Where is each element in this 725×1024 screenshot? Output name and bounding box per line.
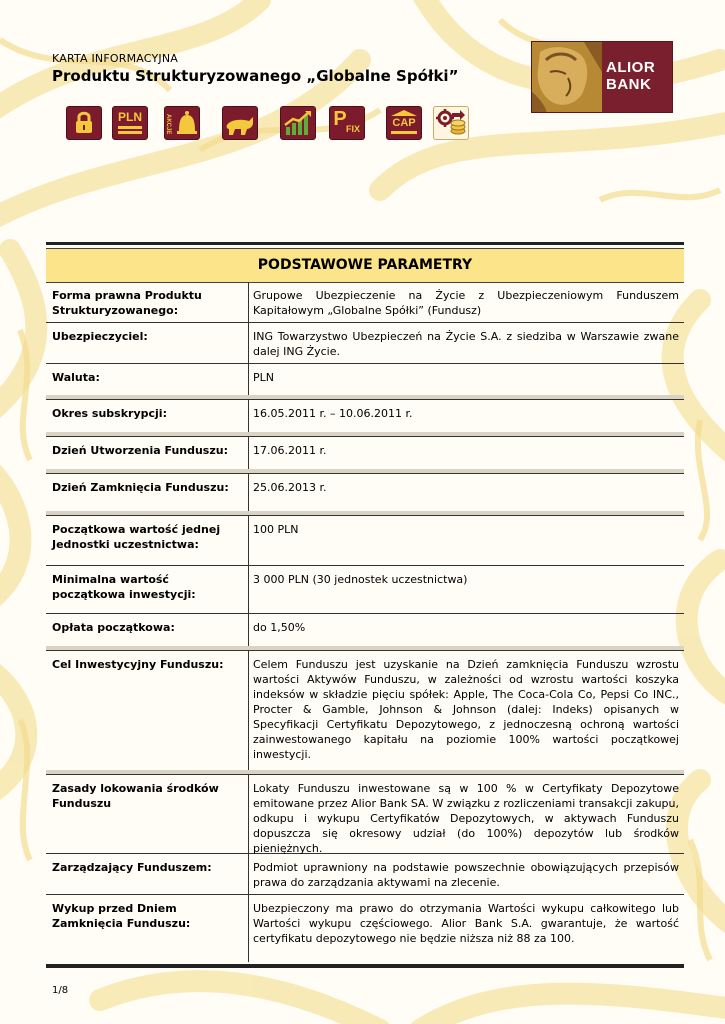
table-row xyxy=(46,516,684,566)
alior-bank-logo xyxy=(531,41,673,113)
row-label: Opłata początkowa: xyxy=(52,621,175,634)
gear-coins-icon xyxy=(433,106,469,140)
row-label: Zarządzający Funduszem: xyxy=(52,861,212,874)
row-label: Cel Inwestycyjny Funduszu: xyxy=(52,658,224,671)
row-value: Ubezpieczony ma prawo do otrzymania Wartości wykupu całkowitego lub Wartości wykupu częściowego. Alior Bank S.A. gwarantuje, że wartość certyfikatu depozytowego nie będzie niższa niż 88 za 100. xyxy=(253,902,679,945)
row-value: Grupowe Ubezpieczenie na Życie z Ubezpieczeniowym Funduszem Kapitałowym „Globalne Spółki” (Fundusz) xyxy=(253,289,679,317)
row-shade xyxy=(46,770,684,774)
table-row xyxy=(46,364,684,400)
column-divider xyxy=(248,614,249,650)
bull-icon xyxy=(222,106,258,140)
column-divider xyxy=(248,516,249,565)
table-row xyxy=(46,323,684,364)
column-divider xyxy=(248,651,249,774)
table-row xyxy=(46,651,684,775)
table-title: PODSTAWOWE PARAMETRY xyxy=(257,257,473,273)
row-value: do 1,50% xyxy=(253,621,306,634)
column-divider xyxy=(248,364,249,399)
row-shade xyxy=(46,646,684,650)
logo-line-2: BANK xyxy=(606,76,652,93)
logo-text xyxy=(606,59,655,93)
table-row xyxy=(46,474,684,516)
row-label: Forma prawna Produktu Strukturyzowanego: xyxy=(52,289,202,317)
logo-face-icon xyxy=(532,42,602,112)
row-shade xyxy=(46,395,684,399)
row-label: Początkowa wartość jednej Jednostki uczestnictwa: xyxy=(52,523,221,551)
row-value: Lokaty Funduszu inwestowane są w 100 % w Certyfikaty Depozytowe emitowane przez Alior Bank SA. W związku z rozliczeniami transakcji zakupu, odkupu i wykupu Certyfikatów Depozytowych, w aktywach Funduszu dopuszcza się okresowy udział (do 100%) depozytów lub środków pieniężnych. xyxy=(253,782,679,855)
document-type-label: KARTA INFORMACYJNA xyxy=(52,52,179,65)
row-shade xyxy=(46,432,684,436)
row-label: Minimalna wartość początkowa inwestycji: xyxy=(52,573,196,601)
row-label: Wykup przed Dniem Zamknięcia Funduszu: xyxy=(52,902,191,930)
column-divider xyxy=(248,566,249,613)
cap-icon: CAP xyxy=(386,106,422,140)
row-value: 100 PLN xyxy=(253,523,299,536)
column-divider xyxy=(248,775,249,853)
growth-chart-icon xyxy=(280,106,316,140)
table-row xyxy=(46,895,684,962)
row-value: 3 000 PLN (30 jednostek uczestnictwa) xyxy=(253,573,468,586)
table-header xyxy=(46,248,684,283)
pln-icon: PLN xyxy=(112,106,148,140)
column-divider xyxy=(248,474,249,515)
logo-line-1: ALIOR xyxy=(606,59,656,76)
column-divider xyxy=(248,282,249,322)
row-value: Celem Funduszu jest uzyskanie na Dzień zamknięcia Funduszu wzrostu wartości Aktywów Funduszu, w zależności od wzrostu wartości koszyka indeksów w składzie pięciu spółek: Apple, The Coca-Cola Co, Pepsi Co INC., Procter & Gamble, Johnson & Johnson (dalej: Indeks) opisanych w Specyfikacji Certyfikatu Depozytowego, z jednoczesną ochroną wartości zainwestowanego kapitału na poziomie 100% wartości początkowej inwestycji. xyxy=(253,658,679,761)
column-divider xyxy=(248,895,249,962)
table-row xyxy=(46,282,684,323)
column-divider xyxy=(248,400,249,436)
row-label: Dzień Utworzenia Funduszu: xyxy=(52,444,228,457)
row-label: Waluta: xyxy=(52,371,100,384)
table-row xyxy=(46,775,684,854)
column-divider xyxy=(248,323,249,363)
row-value: 17.06.2011 r. xyxy=(253,444,327,457)
table-row xyxy=(46,854,684,895)
row-label: Ubezpieczyciel: xyxy=(52,330,148,343)
akcje-bell-icon: AKCJE xyxy=(164,106,200,140)
row-value: ING Towarzystwo Ubezpieczeń na Życie S.A. z siedziba w Warszawie zwane dalej ING Życie. xyxy=(253,330,679,358)
row-label: Dzień Zamknięcia Funduszu: xyxy=(52,481,229,494)
row-value: PLN xyxy=(253,371,274,384)
page-number: 1/8 xyxy=(52,985,69,996)
row-label: Okres subskrypcji: xyxy=(52,407,167,420)
table-row xyxy=(46,614,684,651)
row-value: 25.06.2013 r. xyxy=(253,481,327,494)
row-value: Podmiot uprawniony na podstawie powszechnie obowiązujących przepisów prawa do zarządzania aktywami na zlecenie. xyxy=(253,861,679,889)
table-bottom-rule xyxy=(46,964,684,968)
table-top-rule xyxy=(46,242,684,245)
table-row xyxy=(46,566,684,614)
row-label: Zasady lokowania środków Funduszu xyxy=(52,782,219,810)
column-divider xyxy=(248,437,249,473)
row-shade xyxy=(46,469,684,473)
table-row xyxy=(46,437,684,474)
product-icons-row xyxy=(66,106,486,140)
row-value: 16.05.2011 r. – 10.06.2011 r. xyxy=(253,407,413,420)
pfix-icon: P FIX xyxy=(329,106,365,140)
lock-icon xyxy=(66,106,102,140)
column-divider xyxy=(248,854,249,894)
table-row xyxy=(46,400,684,437)
document-title: Produktu Strukturyzowanego „Globalne Spółki” xyxy=(52,67,459,85)
row-shade xyxy=(46,511,684,515)
